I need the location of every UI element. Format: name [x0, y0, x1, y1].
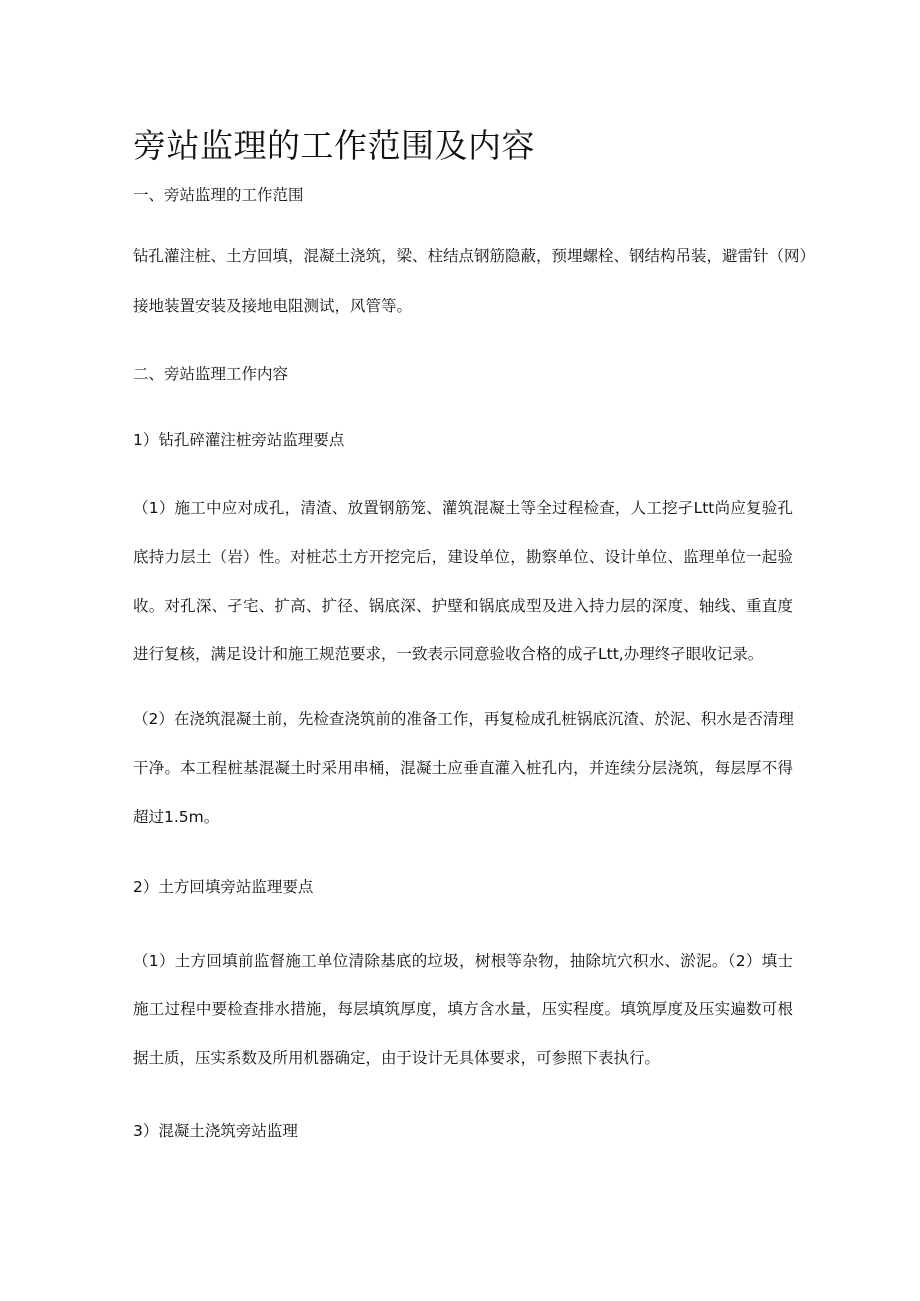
section-heading-scope: 一、旁站监理的工作范围	[133, 186, 304, 204]
backfill-paragraph-line-1: （1）土方回填前监督施工单位清除基底的垃圾，树根等杂物，抽除坑穴积水、淤泥。（2）填士	[133, 952, 793, 970]
subheading-backfill: 2）土方回填旁站监理要点	[133, 878, 314, 896]
pile-paragraph-2-line-1: （2）在浇筑混凝土前，先检查浇筑前的准备工作，再复检成孔桩锅底沉渣、於泥、积水是否清理	[133, 710, 794, 728]
subheading-concrete-pouring: 3）混凝土浇筑旁站监理	[133, 1122, 298, 1140]
scope-paragraph-line-1: 钻孔灌注桩、土方回填，混凝土浇筑，梁、柱结点钢筋隐蔽，预埋螺栓、钢结构吊装，避雷针（网）	[133, 247, 816, 265]
subheading-bored-pile: 1）钻孔碎灌注桩旁站监理要点	[133, 431, 345, 449]
pile-paragraph-1-line-2: 底持力层土（岩）性。对桩芯土方开挖完后，建设单位，勘察单位、设计单位、监理单位一起验	[133, 548, 793, 566]
pile-paragraph-1-line-1: （1）施工中应对成孔，清渣、放置钢筋笼、灌筑混凝土等全过程检查，人工挖孑Ltt尚应复验孔	[133, 499, 793, 517]
pile-paragraph-1-line-4: 进行复核，满足设计和施工规范要求，一致表示同意验收合格的成孑Ltt,办理终孑眼收记录。	[133, 645, 764, 663]
scope-paragraph-line-2: 接地装置安装及接地电阻测试，风管等。	[133, 297, 413, 315]
pile-paragraph-1-line-3: 收。对孔深、孑宅、扩高、扩径、锅底深、护壁和锅底成型及进入持力层的深度、轴线、重直度	[133, 597, 793, 615]
pile-paragraph-2-line-2: 干净。本工程桩基混凝土时采用串桶，混凝土应垂直灌入桩孔内，并连续分层浇筑，每层厚不得	[133, 759, 793, 777]
backfill-paragraph-line-3: 据土质，压实系数及所用机器确定，由于设计无具体要求，可参照下表执行。	[133, 1049, 661, 1067]
backfill-paragraph-line-2: 施工过程中要检查排水措施，每层填筑厚度，填方含水量，压实程度。填筑厚度及压实遍数可根	[133, 1000, 793, 1018]
section-heading-content: 二、旁站监理工作内容	[133, 365, 289, 383]
pile-paragraph-2-line-3: 超过1.5m。	[133, 808, 220, 826]
document-title: 旁站监理的工作范围及内容	[133, 126, 535, 165]
